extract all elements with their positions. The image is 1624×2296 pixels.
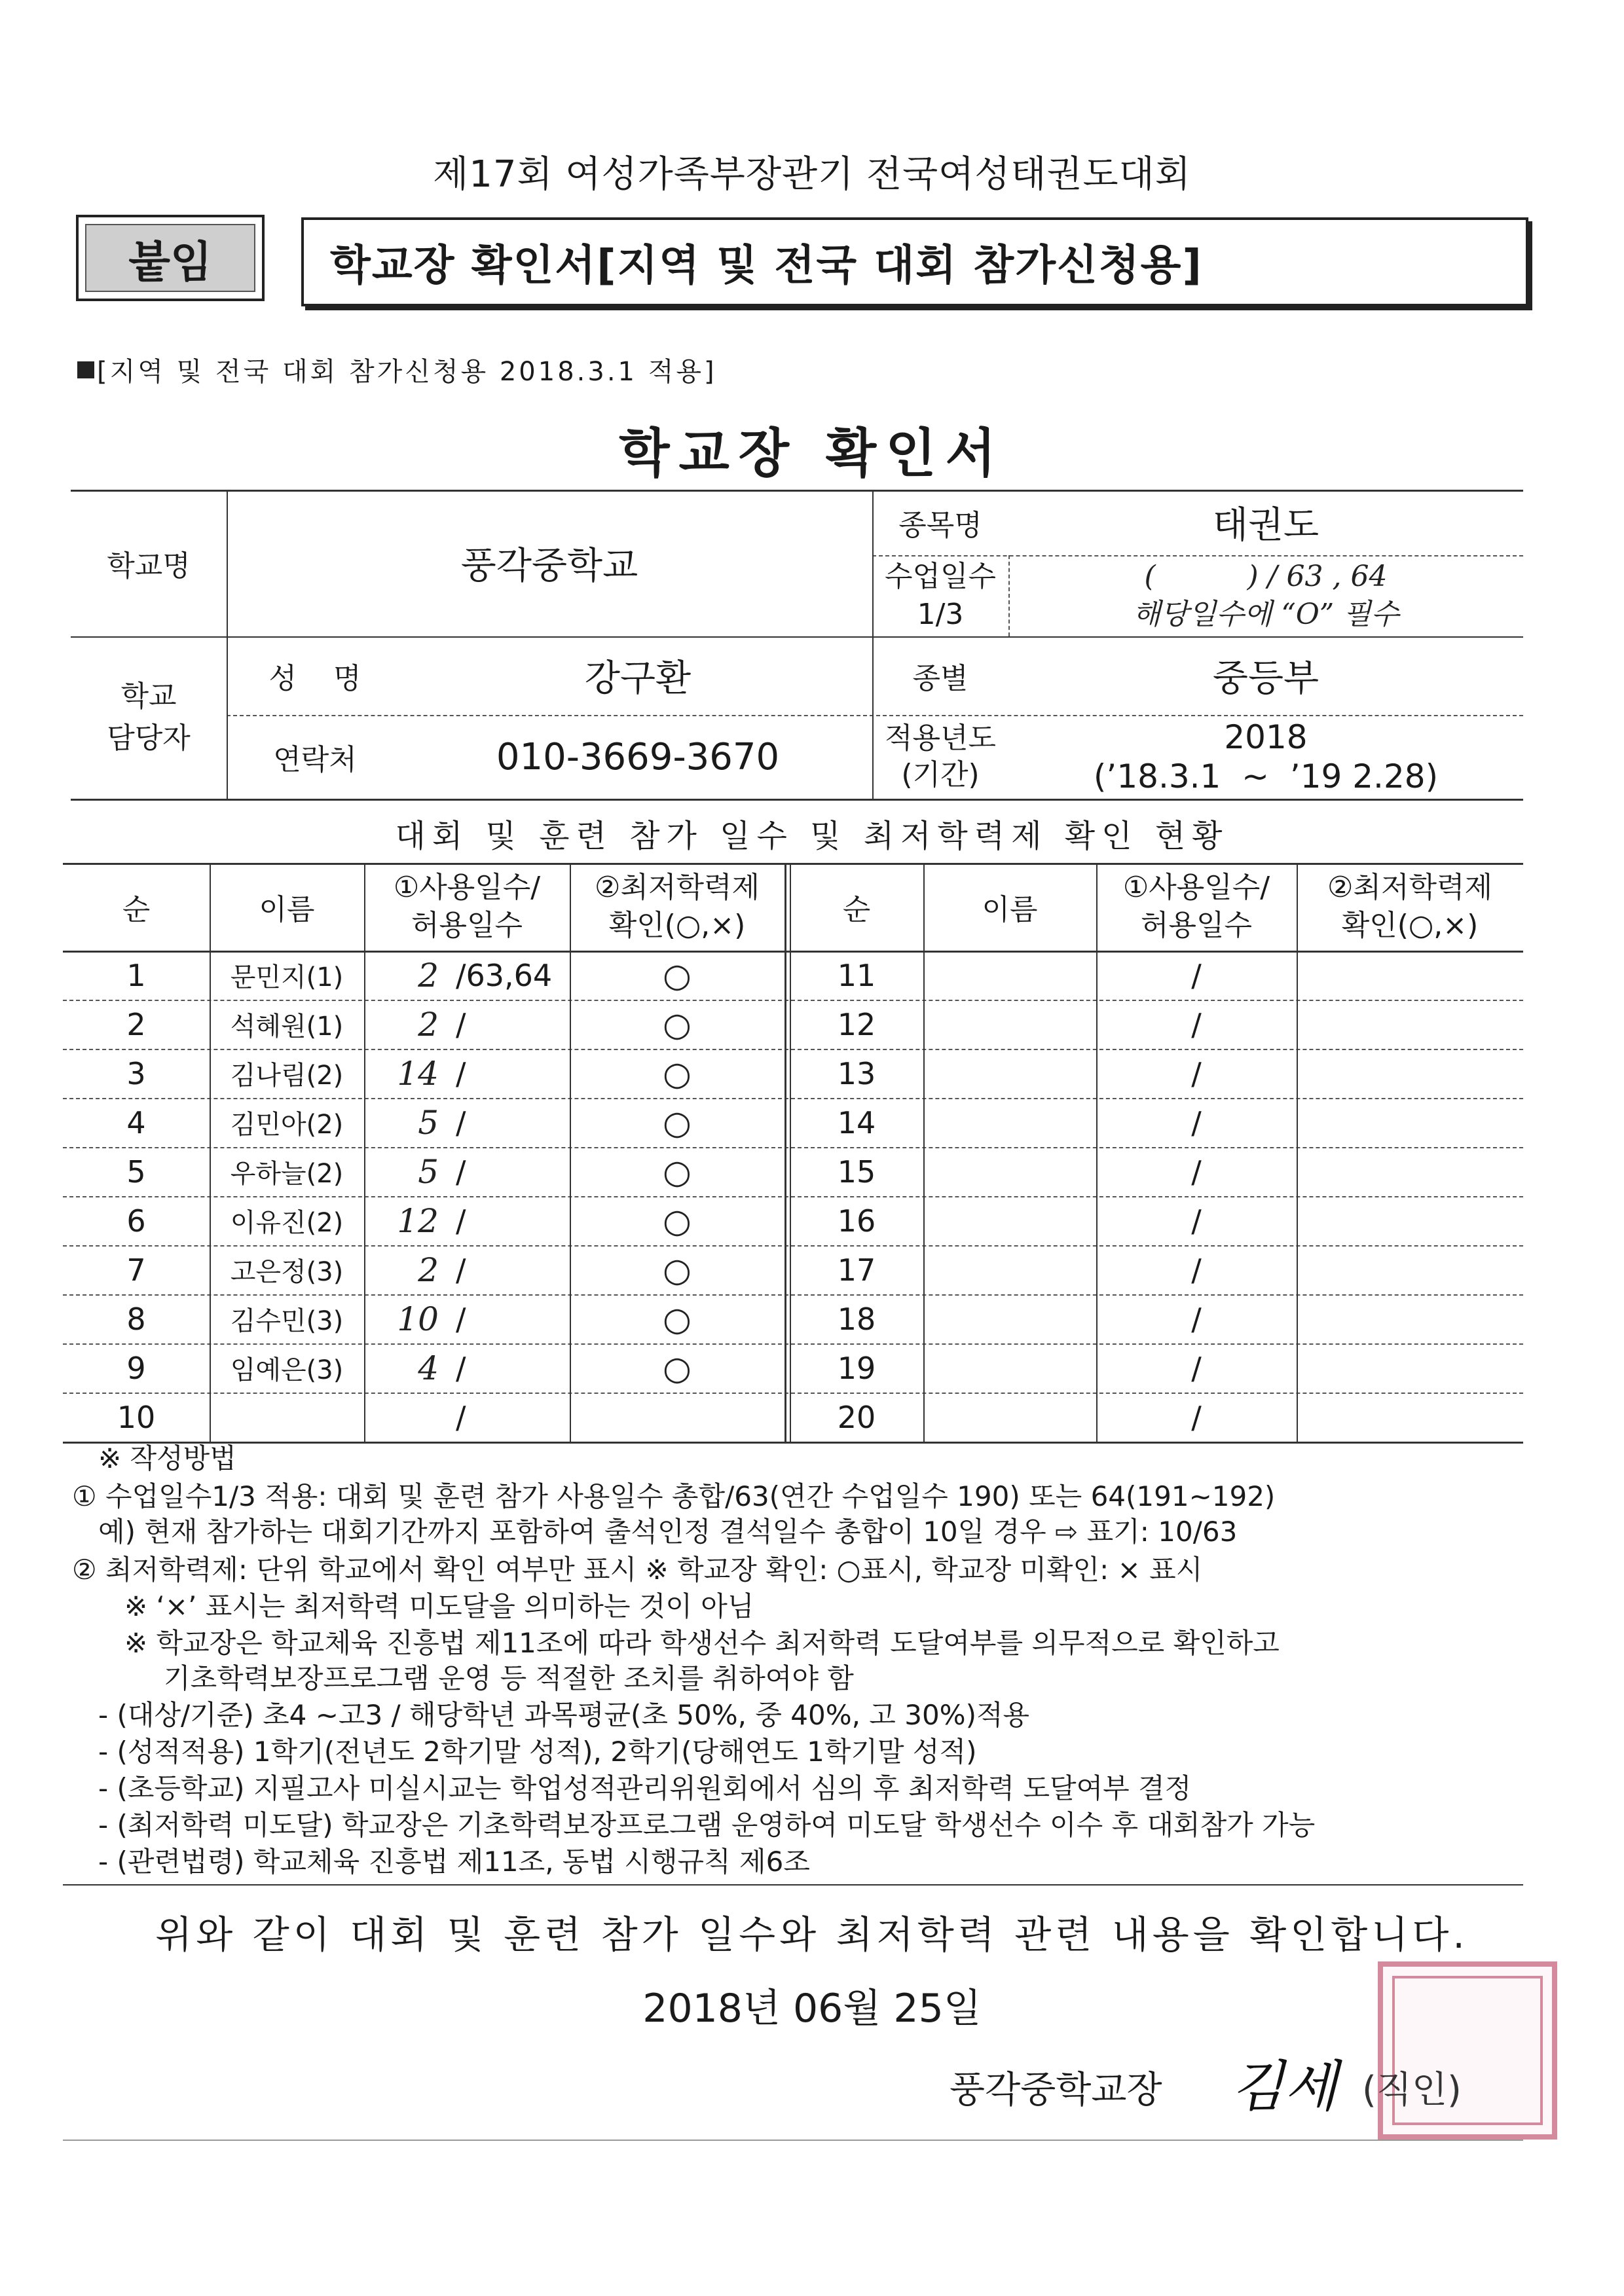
header-check-right-line2: 확인(○,×) [1341, 909, 1479, 942]
allowed-days: / [1191, 1154, 1202, 1190]
minimum-academic-check: ○ [663, 1054, 692, 1093]
attachment-label: 붙임 [85, 224, 255, 292]
used-days: 14 [397, 1054, 439, 1093]
used-days: 2 [418, 1250, 439, 1289]
header-days-left-line1: ①사용일수/ [393, 871, 541, 904]
allowed-days: / [1191, 1203, 1202, 1239]
instruction-line: - (최저학력 미도달) 학교장은 기초학력보장프로그램 운영하여 미도달 학생선수 이수 후 대회참가 가능 [98, 1809, 1316, 1841]
used-days: 12 [397, 1201, 439, 1240]
year-value [1008, 715, 1523, 799]
header-name-right: 이름 [982, 893, 1038, 926]
manager-name-value: 강구환 [584, 657, 692, 700]
header-days-right-line2: 허용일수 [1140, 909, 1252, 942]
attachment-label-box [76, 215, 265, 301]
minimum-academic-check: ○ [663, 1250, 692, 1289]
allowed-days: / [1191, 1104, 1202, 1140]
school-name-label: 학교명 [107, 549, 191, 583]
header-days-right [1096, 863, 1297, 951]
section-title: 대회 및 훈련 참가 일수 및 최저학력제 확인 현황 [395, 818, 1229, 854]
student-name: 문민지(1) [230, 962, 344, 993]
school-name-value: 풍각중학교 [460, 545, 638, 587]
used-days: 5 [418, 1152, 439, 1191]
allowed-days: / [456, 1301, 466, 1337]
allowed-days: / [456, 1399, 466, 1435]
row-number: 2 [126, 1006, 146, 1042]
instruction-line: - (대상/기준) 초4 ~고3 / 해당학년 과목평균(초 50%, 중 40%, 고 30%)적용 [98, 1699, 1030, 1731]
row-number: 20 [837, 1399, 876, 1435]
year-label-line2: (기간) [901, 758, 980, 792]
manager-name-label: 성 명 [268, 662, 361, 695]
year-value-line1: 2018 [1224, 718, 1308, 756]
class-days-value-line1: ( ) / 63 , 64 [1144, 560, 1388, 593]
header-name-left: 이름 [259, 893, 315, 926]
event-title: 제17회 여성가족부장관기 전국여성태권도대회 [433, 153, 1191, 196]
row-number: 13 [837, 1055, 876, 1091]
class-days-value-line2: 해당일수에 “O” 필수 [1132, 598, 1399, 631]
confirmation-text: 위와 같이 대회 및 훈련 참가 일수와 최저학력 관련 내용을 확인합니다. [155, 1912, 1469, 1957]
table-bottom-border [63, 1442, 1523, 1444]
year-label-line1: 적용년도 [884, 721, 996, 755]
instruction-line: - (초등학교) 지필고사 미실시교는 학업성적관리위원회에서 심의 후 최저학력 도달여부 결정 [98, 1772, 1192, 1804]
instruction-line: ② 최저학력제: 단위 학교에서 확인 여부만 표시 ※ 학교장 확인: ○표시, 학교장 미확인: × 표시 [72, 1554, 1203, 1586]
class-days-label-line2: 1/3 [917, 598, 964, 631]
info-bottom-border [71, 799, 1523, 801]
row-number: 8 [126, 1301, 146, 1337]
year-value-line2: (’18.3.1 ~ ’19 2.28) [1093, 757, 1439, 795]
manager-label-line1: 학교 [120, 680, 177, 713]
header-check-right-line1: ②최저학력제 [1327, 871, 1492, 904]
row-number: 14 [837, 1104, 876, 1140]
instruction-line: ① 수업일수1/3 적용: 대회 및 훈련 참가 사용일수 총합/63(연간 수업일수 190) 또는 64(191~192) [72, 1480, 1276, 1512]
issue-date: 2018년 06월 25일 [642, 1986, 982, 2032]
header-no-right: 순 [842, 893, 871, 926]
row-number: 4 [126, 1104, 146, 1140]
division-value: 중등부 [1212, 657, 1320, 700]
student-name: 김나림(2) [230, 1061, 344, 1091]
row-number: 19 [837, 1350, 876, 1386]
allowed-days: / [1191, 1350, 1202, 1386]
instruction-line: 기초학력보장프로그램 운영 등 적절한 조치를 취하여야 함 [164, 1662, 854, 1694]
note-line [77, 351, 717, 388]
allowed-days: / [1191, 1055, 1202, 1091]
used-days [364, 1393, 443, 1442]
student-name: 김수민(3) [230, 1306, 344, 1336]
used-days: 10 [397, 1300, 439, 1338]
instructions-bottom-border [63, 1884, 1523, 1886]
instruction-line: ※ 학교장은 학교체육 진흥법 제11조에 따라 학생선수 최저학력 도달여부를 의무적으로 확인하고 [124, 1627, 1280, 1659]
header-days-left-line2: 허용일수 [411, 909, 523, 942]
row-number: 5 [126, 1154, 146, 1190]
used-days: 4 [418, 1349, 439, 1387]
principal-signature: 김세 [1231, 2054, 1338, 2119]
header-check-right [1297, 863, 1523, 951]
allowed-days: / [456, 1104, 466, 1140]
allowed-days: / [456, 1055, 466, 1091]
contact-value: 010-3669-3670 [496, 735, 780, 778]
instruction-line: - (관련법령) 학교체육 진흥법 제11조, 동법 시행규칙 제6조 [98, 1846, 810, 1878]
principal-title: 풍각중학교장 [950, 2069, 1162, 2111]
allowed-days: / [1191, 1399, 1202, 1435]
allowed-days: / [456, 1350, 466, 1386]
header-no-left: 순 [122, 893, 151, 926]
allowed-days: / [456, 1252, 466, 1288]
student-name: 고은정(3) [230, 1257, 344, 1287]
minimum-academic-check: ○ [663, 1300, 692, 1338]
allowed-days: / [456, 1006, 466, 1042]
row-number: 17 [837, 1252, 876, 1288]
table-center-divider [784, 863, 786, 1442]
manager-label [71, 636, 227, 799]
allowed-days: /63,64 [456, 957, 553, 993]
minimum-academic-check: ○ [663, 1152, 692, 1191]
header-days-right-line1: ①사용일수/ [1122, 871, 1270, 904]
document-title: 학교장 확인서 [619, 423, 1005, 484]
instruction-line: ※ ‘×’ 표시는 최저학력 미도달을 의미하는 것이 아님 [124, 1590, 754, 1622]
instruction-line: - (성적적용) 1학기(전년도 2학기말 성적), 2학기(당해연도 1학기말 성적) [98, 1736, 977, 1768]
student-name: 임예은(3) [230, 1355, 344, 1385]
row-number: 3 [126, 1055, 146, 1091]
header-check-left-line1: ②최저학력제 [595, 871, 760, 904]
event-value: 태권도 [1212, 504, 1320, 547]
allowed-days: / [1191, 1252, 1202, 1288]
manager-label-line2: 담당자 [107, 721, 191, 755]
student-name [210, 1393, 364, 1442]
note-text: [지역 및 전국 대회 참가신청용 2018.3.1 적용] [97, 357, 717, 387]
minimum-academic-check: ○ [663, 1103, 692, 1142]
row-number: 9 [126, 1350, 146, 1386]
used-days: 5 [418, 1103, 439, 1142]
form-title: 학교장 확인서[지역 및 전국 대회 참가신청용] [301, 217, 1528, 306]
minimum-academic-check: ○ [663, 1005, 692, 1044]
student-name: 우하늘(2) [230, 1159, 344, 1189]
row-number: 12 [837, 1006, 876, 1042]
row-number: 18 [837, 1301, 876, 1337]
allowed-days: / [456, 1154, 466, 1190]
class-days-label-line1: 수업일수 [884, 560, 996, 593]
row-number: 1 [126, 957, 146, 993]
allowed-days: / [1191, 1301, 1202, 1337]
student-name: 김민아(2) [230, 1110, 344, 1140]
row-number: 11 [837, 957, 876, 993]
header-check-left [570, 863, 784, 951]
minimum-academic-check [570, 1393, 784, 1442]
instructions-heading: ※ 작성방법 [98, 1442, 236, 1474]
class-days-value [1008, 555, 1523, 636]
row-number: 10 [117, 1399, 156, 1435]
student-name: 석혜원(1) [230, 1011, 344, 1042]
row-number: 15 [837, 1154, 876, 1190]
division-label: 종별 [912, 662, 969, 695]
row-number: 6 [126, 1203, 146, 1239]
used-days: 2 [418, 1005, 439, 1044]
row-number: 16 [837, 1203, 876, 1239]
minimum-academic-check: ○ [663, 956, 692, 994]
minimum-academic-check: ○ [663, 1201, 692, 1240]
allowed-days: / [1191, 957, 1202, 993]
header-days-left [364, 863, 570, 951]
seal-label: (직인) [1362, 2069, 1462, 2111]
minimum-academic-check: ○ [663, 1349, 692, 1387]
year-label [872, 715, 1008, 799]
class-days-label [872, 555, 1008, 636]
allowed-days: / [456, 1203, 466, 1239]
page-bottom-line [63, 2140, 1523, 2141]
allowed-days: / [1191, 1006, 1202, 1042]
used-days: 2 [418, 956, 439, 994]
header-check-left-line2: 확인(○,×) [608, 909, 746, 942]
contact-label: 연락처 [273, 743, 357, 776]
square-bullet-icon [77, 361, 94, 378]
instruction-line: 예) 현재 참가하는 대회기간까지 포함하여 출석인정 결석일수 총합이 10일 경우 ⇨ 표기: 10/63 [98, 1516, 1238, 1548]
row-number: 7 [126, 1252, 146, 1288]
student-name: 이유진(2) [230, 1208, 344, 1238]
event-label: 종목명 [898, 509, 982, 542]
